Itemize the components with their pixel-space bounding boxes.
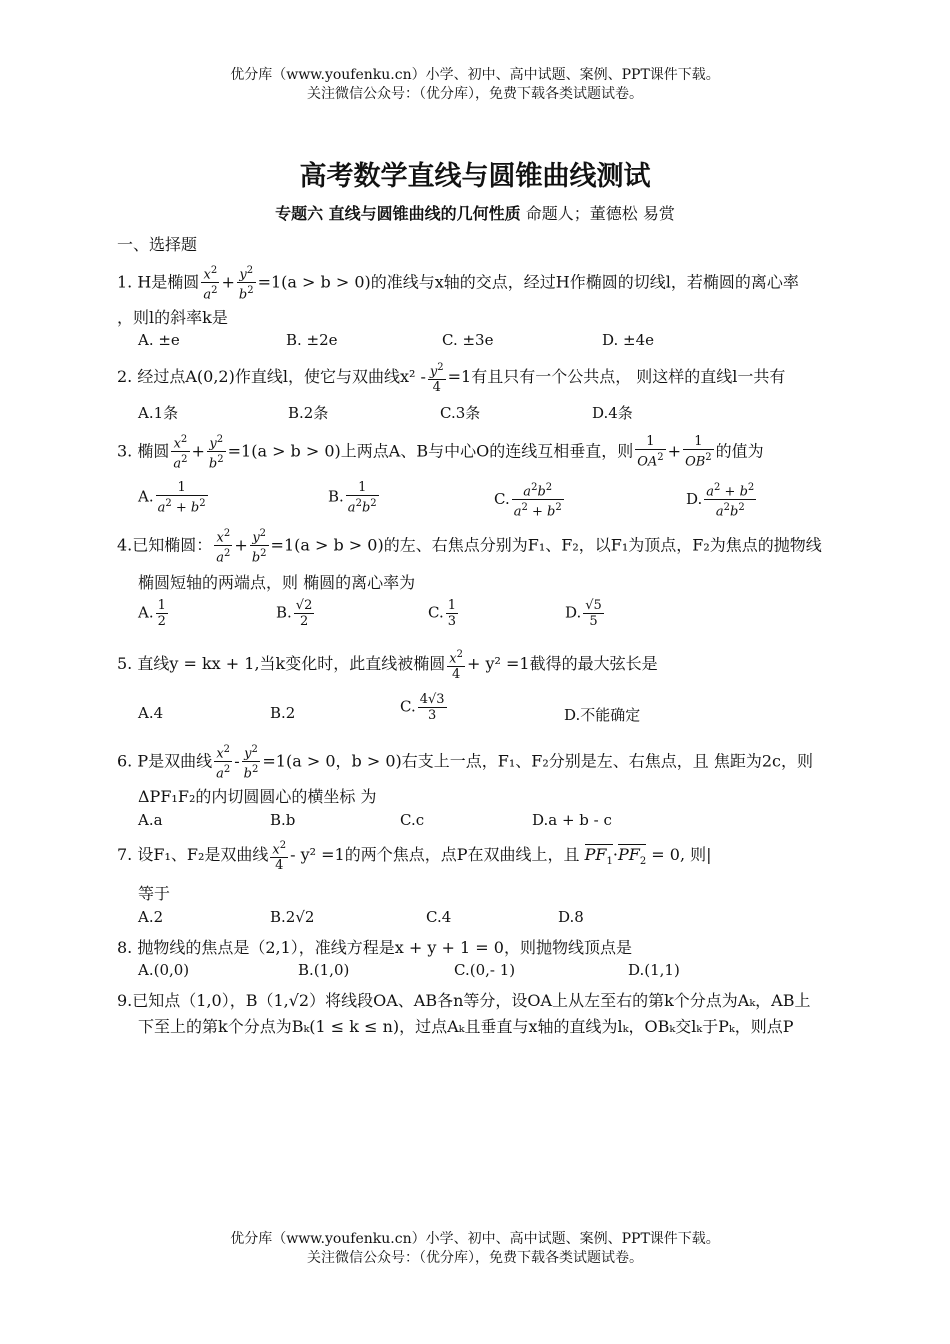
fraction: $\frac{x^2}{a^2}$ xyxy=(203,265,218,303)
q5-text-b: + y² =1截得的最大弦长是 xyxy=(466,654,658,674)
q3-text-a: 3. 椭圆 xyxy=(117,441,170,461)
fraction: $\frac{x^2}{4}$ xyxy=(449,649,463,683)
fraction: $\frac{x^2}{4}$ xyxy=(272,840,287,874)
q4-text-b: =1(a > b > 0)的左、右焦点分别为F₁、F₂，以F₁为顶点，F₂为焦点的抛物线 xyxy=(270,535,822,555)
page-title: 高考数学直线与圆锥曲线测试 xyxy=(299,161,651,192)
section-heading: 一、选择题 xyxy=(117,235,198,254)
option-a: A.(0,0) xyxy=(138,961,190,979)
page-footer xyxy=(0,1230,950,1268)
fraction: $\frac{1}{OA^2}$ xyxy=(637,434,664,470)
q1-text-a: 1. H是椭圆 xyxy=(117,272,200,292)
option-b: B.2条 xyxy=(288,404,329,422)
q6-text-b: =1(a > 0，b > 0)右支上一点，F₁、F₂分别是左、右焦点，且 焦距为2c，则 xyxy=(262,751,814,771)
question-2 xyxy=(117,360,785,395)
fraction: $\frac{y^2}{b^2}$ xyxy=(243,744,259,782)
option-a: A.1条 xyxy=(138,404,179,422)
fraction: $\frac{1}{OB^2}$ xyxy=(685,434,712,470)
vector-pf2: $PF_2$ xyxy=(617,845,647,868)
question-7: 7. 设F₁、F₂是双曲线 $\frac{x^2}{4}$ - y² =1的两个焦点，点P在双曲线上，且 $PF_1\cdot PF_2 = 0$, 则| xyxy=(117,840,712,874)
question-8: 8. 抛物线的焦点是（2,1），准线方程是x + y + 1 = 0，则抛物线顶点是 xyxy=(117,938,632,957)
option-b: B.2√2 xyxy=(270,908,315,926)
question-9: 9.已知点（1,0），B（1,√2）将线段OA、AB各n等分，设OA上从左至右的第k个分点为Aₖ，AB上 xyxy=(117,991,811,1010)
option-a: A. $\frac{1}{2}$ xyxy=(138,598,166,629)
question-5 xyxy=(117,647,658,682)
q6-text-a: 6. P是双曲线 xyxy=(117,751,213,771)
option-b: B. ±2e xyxy=(286,331,338,349)
q3-text-b: =1(a > b > 0)上两点A、B与中心O的连线互相垂直，则 xyxy=(227,441,634,461)
q1-continuation: ，则l的斜率k是 xyxy=(117,308,228,327)
question-3: 3. 椭圆 $\frac{x^2}{a^2}$ + $\frac{y^2}{b^2}$ =1(a > b > 0)上两点A、B与中心O的连线互相垂直，则 $\frac{1}{OA^2}$ + $\frac{1}{OB^2}$ 的值为 xyxy=(117,434,764,472)
option-a: A.4 xyxy=(138,704,164,722)
option-b: B.b xyxy=(270,811,296,829)
option-c: C. $\frac{1}{3}$ xyxy=(428,598,456,629)
page-header xyxy=(0,66,950,104)
option-c: C.(0,- 1) xyxy=(454,961,516,979)
fraction: $\frac{x^2}{a^2}$ xyxy=(173,434,188,472)
option-d: D.8 xyxy=(558,908,584,926)
author-label: 命题人；董德松 易赏 xyxy=(525,204,675,223)
topic-label: 专题六 直线与圆锥曲线的几何性质 xyxy=(275,204,521,223)
option-b: B. $\frac{1}{a^2b^2}$ xyxy=(328,480,377,516)
option-a: A.2 xyxy=(138,908,164,926)
fraction: $\frac{y^2}{b^2}$ xyxy=(208,434,224,472)
subtitle xyxy=(0,201,950,224)
fraction: $\frac{x^2}{a^2}$ xyxy=(216,528,231,566)
fraction: $\frac{y^2}{b^2}$ xyxy=(238,265,254,303)
option-a: A. ±e xyxy=(138,331,180,349)
fraction: $\frac{x^2}{a^2}$ xyxy=(216,744,231,782)
q6-continuation: ΔPF₁F₂的内切圆圆心的横坐标 为 xyxy=(138,787,377,806)
footer-line-2: 关注微信公众号：（优分库），免费下载各类试题试卷。 xyxy=(307,1250,643,1266)
q7-text-a: 7. 设F₁、F₂是双曲线 xyxy=(117,845,269,865)
q2-text-b: =1有且只有一个公共点， 则这样的直线l一共有 xyxy=(447,367,786,387)
option-a: A.a xyxy=(138,811,163,829)
q5-text-a: 5. 直线y = kx + 1,当k变化时，此直线被椭圆 xyxy=(117,654,446,674)
option-d: D. ±4e xyxy=(602,331,655,349)
fraction: $\frac{y^2}{4}$ xyxy=(429,362,444,396)
footer-line-1: 优分库（www.youfenku.cn）小学、初中、高中试题、案例、PPT课件下载。 xyxy=(230,1231,720,1247)
q4-continuation: 椭圆短轴的两端点，则 椭圆的离心率为 xyxy=(138,573,416,592)
q1-text-b: =1(a > b > 0)的准线与x轴的交点，经过H作椭圆的切线l，若椭圆的离心率 xyxy=(257,272,799,292)
option-b: B.2 xyxy=(270,704,296,722)
question-6: 6. P是双曲线 $\frac{x^2}{a^2}$ - $\frac{y^2}{b^2}$ =1(a > 0，b > 0)右支上一点，F₁、F₂分别是左、右焦点，且 焦距为2c，则 xyxy=(117,744,814,782)
option-c: C. ±3e xyxy=(442,331,494,349)
option-b: B. $\frac{√2}{2}$ xyxy=(276,598,313,629)
question-4: 4.已知椭圆： $\frac{x^2}{a^2}$ + $\frac{y^2}{b^2}$ =1(a > b > 0)的左、右焦点分别为F₁、F₂，以F₁为顶点，F₂为焦点的抛物线 xyxy=(117,528,822,566)
q4-text-a: 4.已知椭圆： xyxy=(117,535,213,555)
q9-continuation: 下至上的第k个分点为Bₖ(1 ≤ k ≤ n)，过点Aₖ且垂直与x轴的直线为lₖ，OBₖ交lₖ于Pₖ，则点P xyxy=(138,1017,794,1036)
q7-text-c: = 0, 则| xyxy=(651,845,712,865)
question-1: 1. H是椭圆 $\frac{x^2}{a^2}$ + $\frac{y^2}{b^2}$ =1(a > b > 0)的准线与x轴的交点，经过H作椭圆的切线l，若椭圆的离心率 xyxy=(117,265,799,303)
q7-text-b: - y² =1的两个焦点，点P在双曲线上，且 xyxy=(290,845,580,865)
vector-pf1: $PF_1$ xyxy=(584,845,613,868)
q2-text-a: 2. 经过点A(0,2)作直线l，使它与双曲线x² - xyxy=(117,367,426,387)
option-d: D. $\frac{a^2 + b^2}{a^2b^2}$ xyxy=(686,482,755,520)
option-d: D.4条 xyxy=(592,404,633,422)
option-d: D.(1,1) xyxy=(628,961,680,979)
option-b: B.(1,0) xyxy=(298,961,350,979)
header-line-2: 关注微信公众号：（优分库），免费下载各类试题试卷。 xyxy=(307,86,643,102)
option-c: C.c xyxy=(400,811,425,829)
q7-continuation: 等于 xyxy=(138,884,171,903)
option-c: C.4 xyxy=(426,908,452,926)
option-c: C. $\frac{4√3}{3}$ xyxy=(400,692,445,723)
header-line-1: 优分库（www.youfenku.cn）小学、初中、高中试题、案例、PPT课件下载。 xyxy=(230,67,720,83)
option-d: D.不能确定 xyxy=(564,706,641,724)
option-c: C. $\frac{a^2b^2}{a^2 + b^2}$ xyxy=(494,482,562,520)
q3-text-c: 的值为 xyxy=(715,441,764,461)
option-d: D. $\frac{√5}{5}$ xyxy=(565,598,602,629)
option-a: A. $\frac{1}{a^2 + b^2}$ xyxy=(138,480,206,516)
fraction: $\frac{y^2}{b^2}$ xyxy=(251,528,267,566)
option-d: D.a + b - c xyxy=(532,811,612,829)
option-c: C.3条 xyxy=(440,404,481,422)
